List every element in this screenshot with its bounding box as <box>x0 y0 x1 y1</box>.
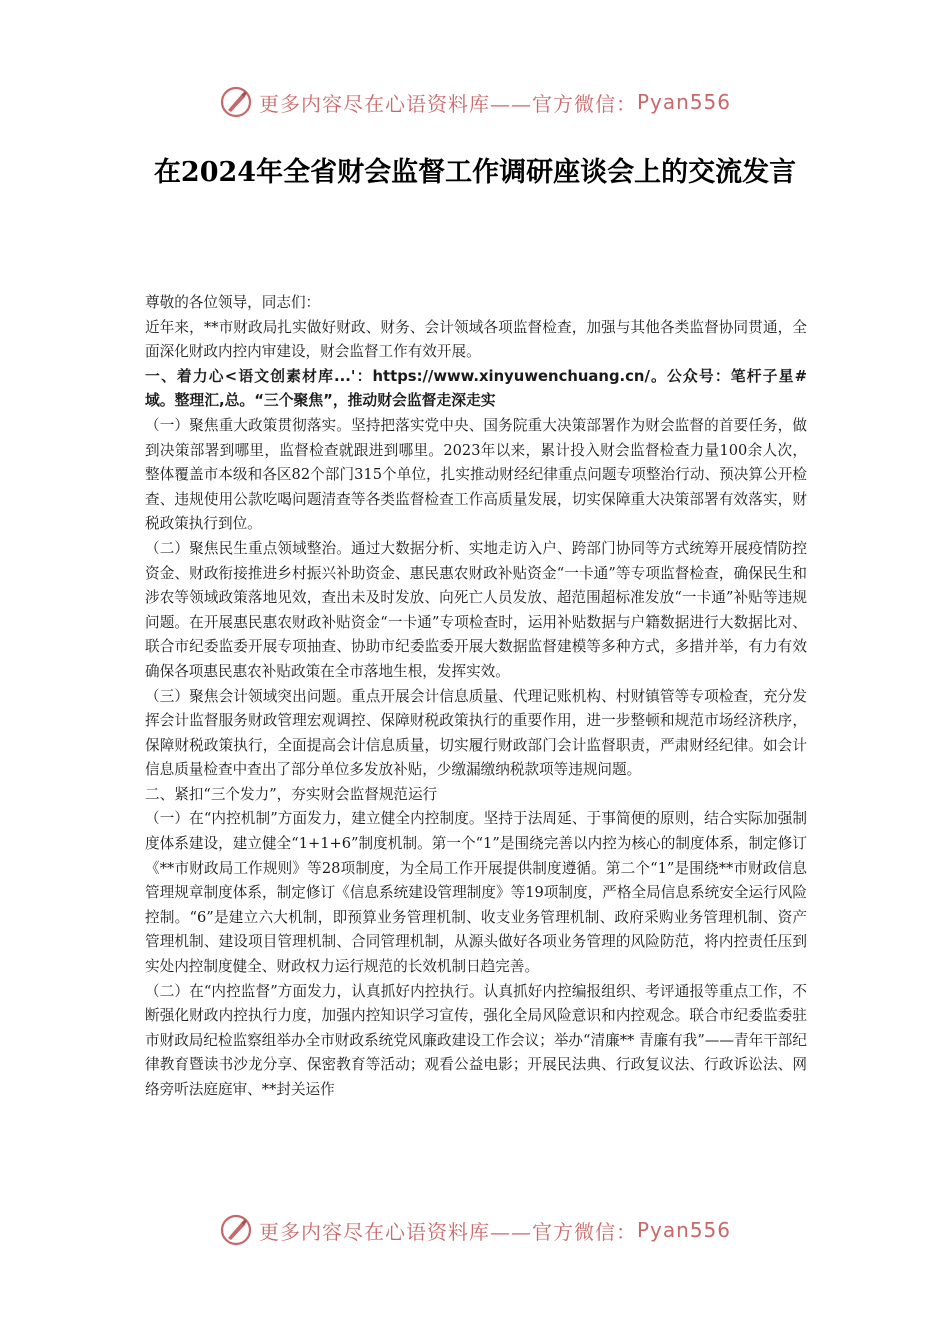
watermark-banner-bottom <box>0 1210 950 1250</box>
salutation: 尊敬的各位领导，同志们： <box>145 294 321 311</box>
body-paragraph: （一）在“内控机制”方面发力，建立健全内控制度。坚持于法周延、于事简便的原则，结合实际加强制度体系建设，建立健全“1+1+6”制度机制。第一个“1”是围绕完善以内控为核心的制度体系，制定修订《**市财政局工作规则》等28项制度，为全局工作开展提供制度遵循。第二个“1”是围绕**市财政信息管理规章制度体系，制定修订《信息系统建设管理制度》等19项制度，严格全局信息系统安全运行风险控制。“6”是建立六大机制，即预算业务管理机制、收支业务管理机制、政府采购业务管理机制、资产管理机制、建设项目管理机制、合同管理机制，从源头做好各项业务管理的风险防范，将内控责任压到实处内控制度健全、财政权力运行规范的长效机制日趋完善。 <box>145 810 807 976</box>
watermark-wechat-id: Pyan556 <box>636 1218 731 1242</box>
body-paragraph: （二）在“内控监督”方面发力，认真抓好内控执行。认真抓好内控编报组织、考评通报等重点工作，不断强化财政内控执行力度，加强内控知识学习宣传，强化全局风险意识和内控观念。联合市纪委监委驻市财政局纪检监察组举办全市财政系统党风廉政建设工作会议；举办“清廉** 青廉有我”——青年干部纪律教育暨读书沙龙分享、保密教育等活动；观看公益电影；开展民法典、行政复议法、行政诉讼法、网络旁听法庭庭审、**封关运作 <box>145 982 807 1098</box>
body-paragraph: （二）聚焦民生重点领域整治。通过大数据分析、实地走访入户、跨部门协同等方式统筹开展疫情防控资金、财政衔接推进乡村振兴补助资金、惠民惠农财政补贴资金“一卡通”等专项监督检查，确保民生和涉农等领域政策落地见效，查出未及时发放、向死亡人员发放、超范围超标准发放“一卡通”补贴等违规问题。在开展惠民惠农财政补贴资金“一卡通”专项检查时，运用补贴数据与户籍数据进行大数据比对、联合市纪委监委开展专项抽查、协助市纪委监委开展大数据监督建模等多种方式，多措并举，有力有效确保各项惠民惠农补贴政策在全市落地生根，发挥实效。 <box>145 539 807 680</box>
document-body <box>145 291 807 1103</box>
pen-nib-circle-icon <box>219 1213 253 1247</box>
body-paragraph: （一）聚焦重大政策贯彻落实。坚持把落实党中央、国务院重大决策部署作为财会监督的首要任务，做到决策部署到哪里，监督检查就跟进到哪里。2023年以来，累计投入财会监督检查力量100余人次，整体覆盖市本级和各区82个部门315个单位，扎实推动财经纪律重点问题专项整治行动、预决算公开检查、违规使用公款吃喝问题清查等各类监督检查工作高质量发展，切实保障重大决策部署有效落实，财税政策执行到位。 <box>145 416 807 533</box>
intro-paragraph: 近年来，**市财政局扎实做好财政、财务、会计领域各项监督检查，加强与其他各类监督协同贯通，全面深化财政内控内审建设，财会监督工作有效开展。 <box>145 318 807 361</box>
document-title: 在2024年全省财会监督工作调研座谈会上的交流发言 <box>153 157 797 188</box>
section-heading-1: 一、着力心<语文创素材库...'：https://www.xinyuwenchuang.cn/。公众号：笔杆子星#域。整理汇,总。“三个聚焦”，推动财会监督走深走实 <box>145 367 807 410</box>
watermark-text: 更多内容尽在心语资料库——官方微信： <box>258 1219 637 1244</box>
body-paragraph: （三）聚焦会计领域突出问题。重点开展会计信息质量、代理记账机构、村财镇管等专项检查，充分发挥会计监督服务财政管理宏观调控、保障财税政策执行的重要作用，进一步整顿和规范市场经济秩序，保障财税政策执行，全面提高会计信息质量，切实履行财政部门会计监督职责，严肃财经纪律。如会计信息质量检查中查出了部分单位多发放补贴，少缴漏缴纳税款项等违规问题。 <box>145 687 807 779</box>
watermark-banner-top <box>0 82 950 122</box>
watermark-text: 更多内容尽在心语资料库——官方微信： <box>258 91 637 116</box>
section-heading-2: 二、紧扣“三个发力”，夯实财会监督规范运行 <box>145 785 438 803</box>
pen-nib-circle-icon <box>219 85 253 119</box>
watermark-wechat-id: Pyan556 <box>636 90 731 114</box>
